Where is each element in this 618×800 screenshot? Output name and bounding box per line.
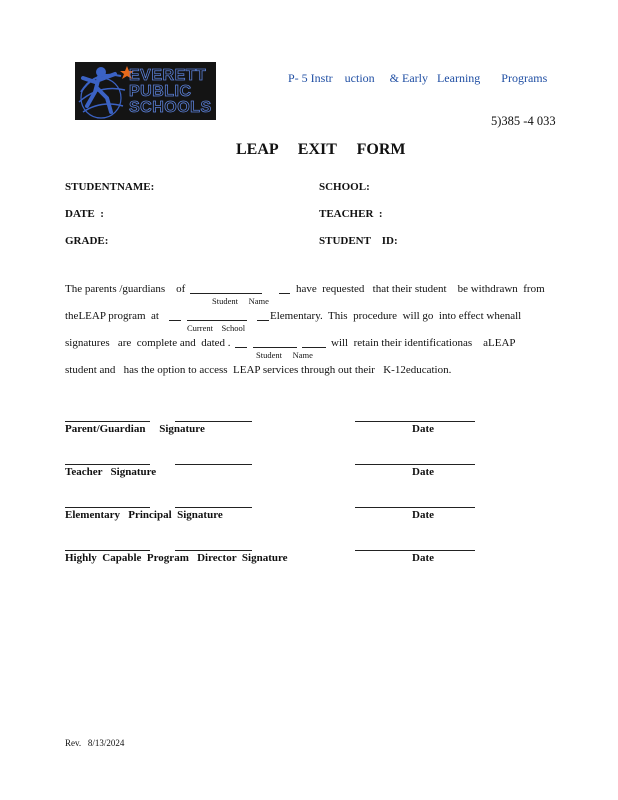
student-name-caption-2: Student Name [256, 350, 313, 360]
signature-line-1b[interactable] [175, 421, 252, 422]
paragraph-line-3b: will retain their identificationas aLEAP [331, 337, 516, 349]
student-name-blank-1b [279, 293, 290, 294]
paragraph-line-4: student and has the option to access LEAP services through out their K-12education. [65, 364, 452, 376]
signature-line-1a[interactable] [65, 421, 150, 422]
revision-date: Rev. 8/13/2024 [65, 738, 125, 748]
current-school-caption: Current School [187, 323, 246, 333]
student-name-blank-2[interactable] [253, 347, 297, 348]
student-name-blank-1[interactable] [190, 293, 262, 294]
department-name: P- 5 Instr uction & Early Learning Programs [288, 71, 548, 85]
form-title: LEAP EXIT FORM [236, 141, 406, 158]
logo-line-3: SCHOOLS [129, 99, 212, 116]
school-blank-lead [169, 320, 181, 321]
district-logo [75, 62, 216, 120]
signature-line-3a[interactable] [65, 507, 150, 508]
teacher-signature-label: Teacher Signature [65, 466, 157, 478]
school-label: SCHOOL: [319, 181, 370, 193]
date-line-1[interactable] [355, 421, 475, 422]
parent-guardian-signature-label: Parent/Guardian Signature [65, 423, 205, 435]
date-line-3[interactable] [355, 507, 475, 508]
logo-line-1: EVERETT [129, 67, 207, 84]
date-label-2: Date [412, 466, 434, 478]
principal-signature-label: Elementary Principal Signature [65, 509, 223, 521]
student-id-label: STUDENT ID: [319, 235, 398, 247]
student-name-label: STUDENTNAME: [65, 181, 155, 193]
student-name-blank-2-lead [235, 347, 247, 348]
date-line-4[interactable] [355, 550, 475, 551]
paragraph-line-2b: Elementary. This procedure will go into effect whenall [270, 310, 522, 322]
school-blank-tail [257, 320, 269, 321]
signature-line-3b[interactable] [175, 507, 252, 508]
paragraph-line-1a: The parents /guardians of [65, 283, 186, 295]
date-label-3: Date [412, 509, 434, 521]
paragraph-line-1b: have requested that their student be withdrawn from [296, 283, 545, 295]
program-director-signature-label: Highly Capable Program Director Signature [65, 552, 288, 564]
student-name-caption-1: Student Name [212, 296, 269, 306]
grade-label: GRADE: [65, 235, 109, 247]
student-name-blank-2-tail [302, 347, 326, 348]
signature-line-2a[interactable] [65, 464, 150, 465]
date-label: DATE : [65, 208, 104, 220]
phone-number: 5)385 -4 033 [491, 114, 556, 128]
paragraph-line-2a: theLEAP program at [65, 310, 159, 322]
teacher-label: TEACHER : [319, 208, 383, 220]
date-line-2[interactable] [355, 464, 475, 465]
signature-line-2b[interactable] [175, 464, 252, 465]
date-label-4: Date [412, 552, 434, 564]
signature-line-4b[interactable] [175, 550, 252, 551]
signature-line-4a[interactable] [65, 550, 150, 551]
date-label-1: Date [412, 423, 434, 435]
paragraph-line-3a: signatures are complete and dated . [65, 337, 231, 349]
logo-line-2: PUBLIC [129, 83, 192, 100]
current-school-blank[interactable] [187, 320, 247, 321]
